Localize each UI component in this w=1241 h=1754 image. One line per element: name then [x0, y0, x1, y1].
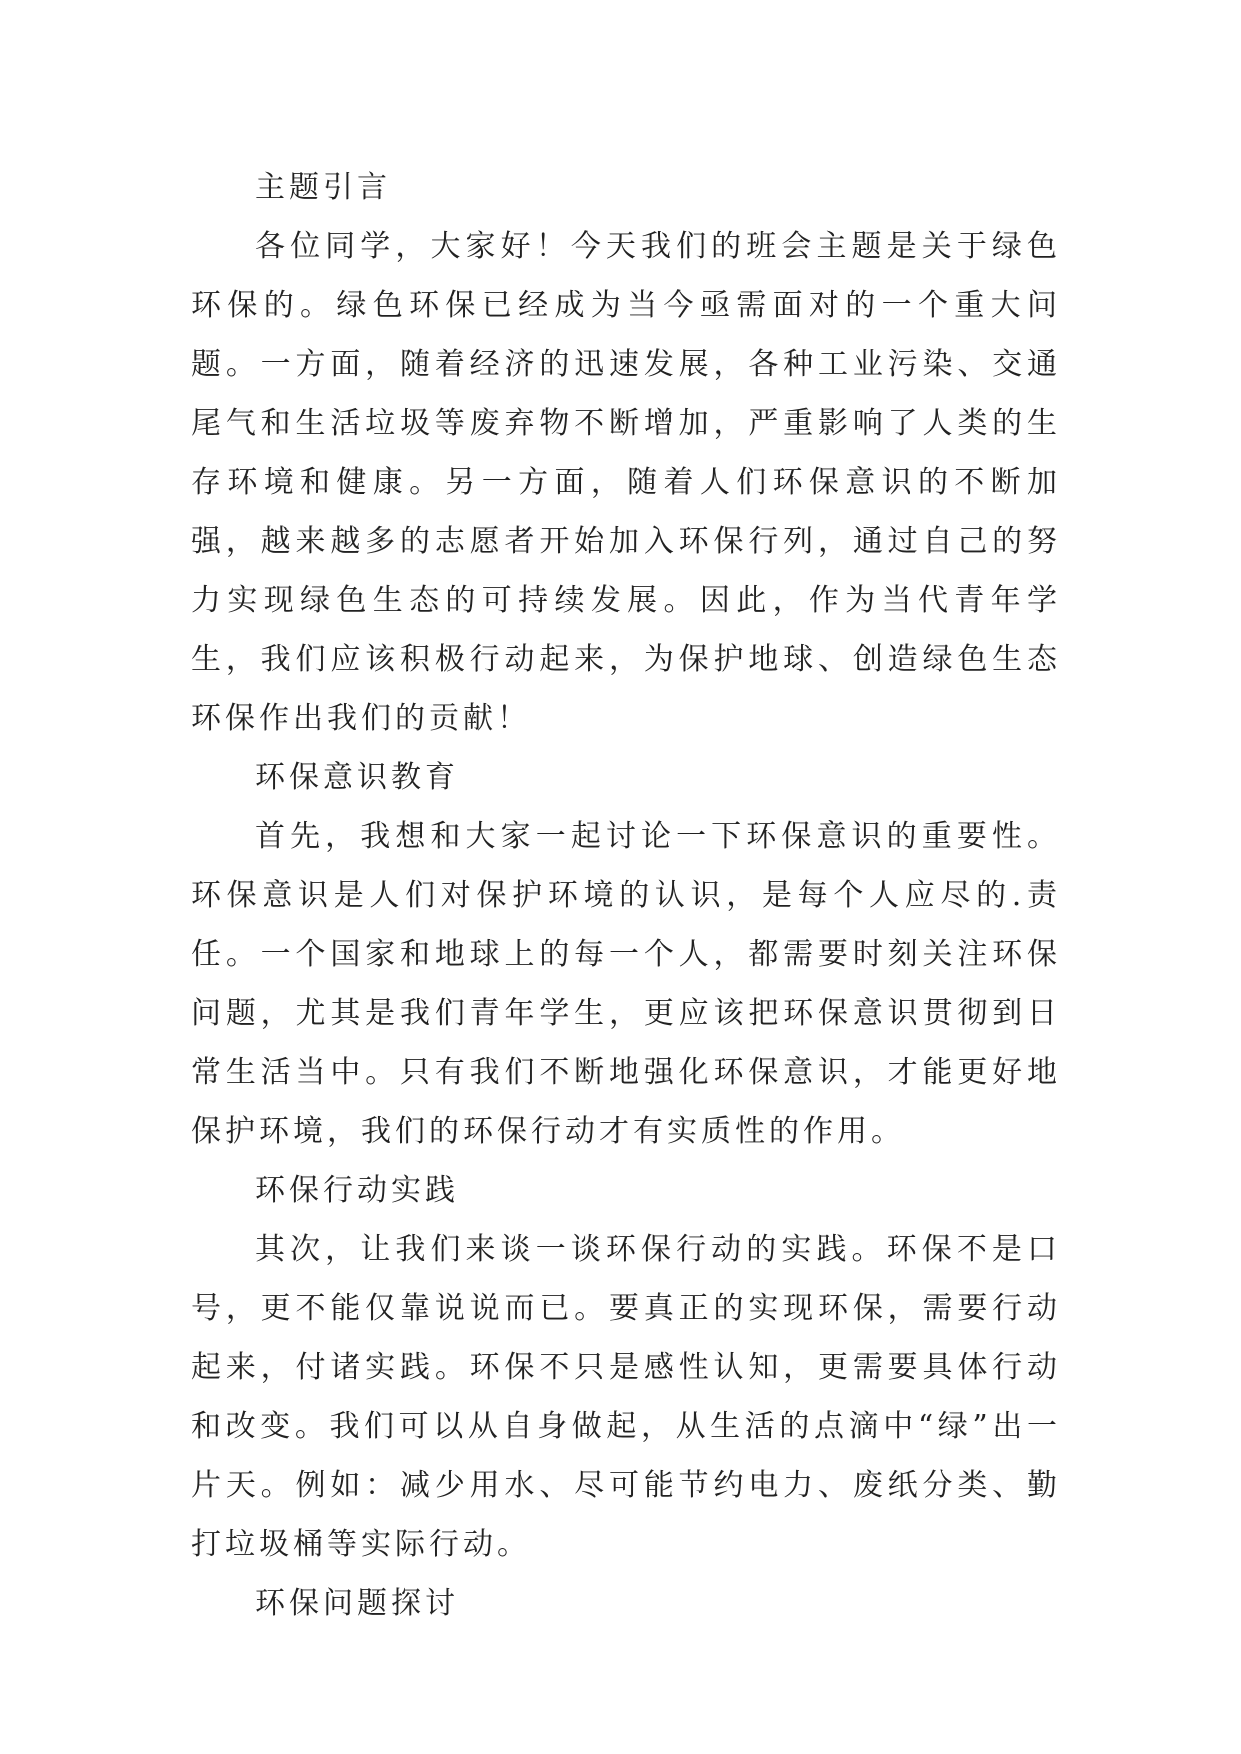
section-paragraph: 其次，让我们来谈一谈环保行动的实践。环保不是口号，更不能仅靠说说而已。要真正的实现环保，需要行动起来，付诸实践。环保不只是感性认知，更需要具体行动和改变。我们可以从自身做起，从生活的点滴中“绿”出一片天。例如：减少用水、尽可能节约电力、废纸分类、勤打垃圾桶等实际行动。 [191, 1232, 1061, 1562]
section-paragraph: 各位同学，大家好！今天我们的班会主题是关于绿色环保的。绿色环保已经成为当今亟需面对的一个重大问题。一方面，随着经济的迅速发展，各种工业污染、交通尾气和生活垃圾等废弃物不断增加，严重影响了人类的生存环境和健康。另一方面，随着人们环保意识的不断加强，越来越多的志愿者开始加入环保行列，通过自己的努力实现绿色生态的可持续发展。因此，作为当代青年学生，我们应该积极行动起来，为保护地球、创造绿色生态环保作出我们的贡献！ [191, 229, 1061, 736]
section-heading: 环保问题探讨 [255, 1586, 459, 1621]
section-heading: 环保意识教育 [255, 760, 459, 795]
section-paragraph: 首先，我想和大家一起讨论一下环保意识的重要性。环保意识是人们对保护环境的认识，是每个人应尽的.责任。一个国家和地球上的每一个人，都需要时刻关注环保问题，尤其是我们青年学生，更应该把环保意识贯彻到日常生活当中。只有我们不断地强化环保意识，才能更好地保护环境，我们的环保行动才有实质性的作用。 [191, 819, 1061, 1149]
document-body [191, 158, 1061, 1633]
section-heading: 主题引言 [255, 170, 391, 205]
section-heading: 环保行动实践 [255, 1173, 459, 1208]
